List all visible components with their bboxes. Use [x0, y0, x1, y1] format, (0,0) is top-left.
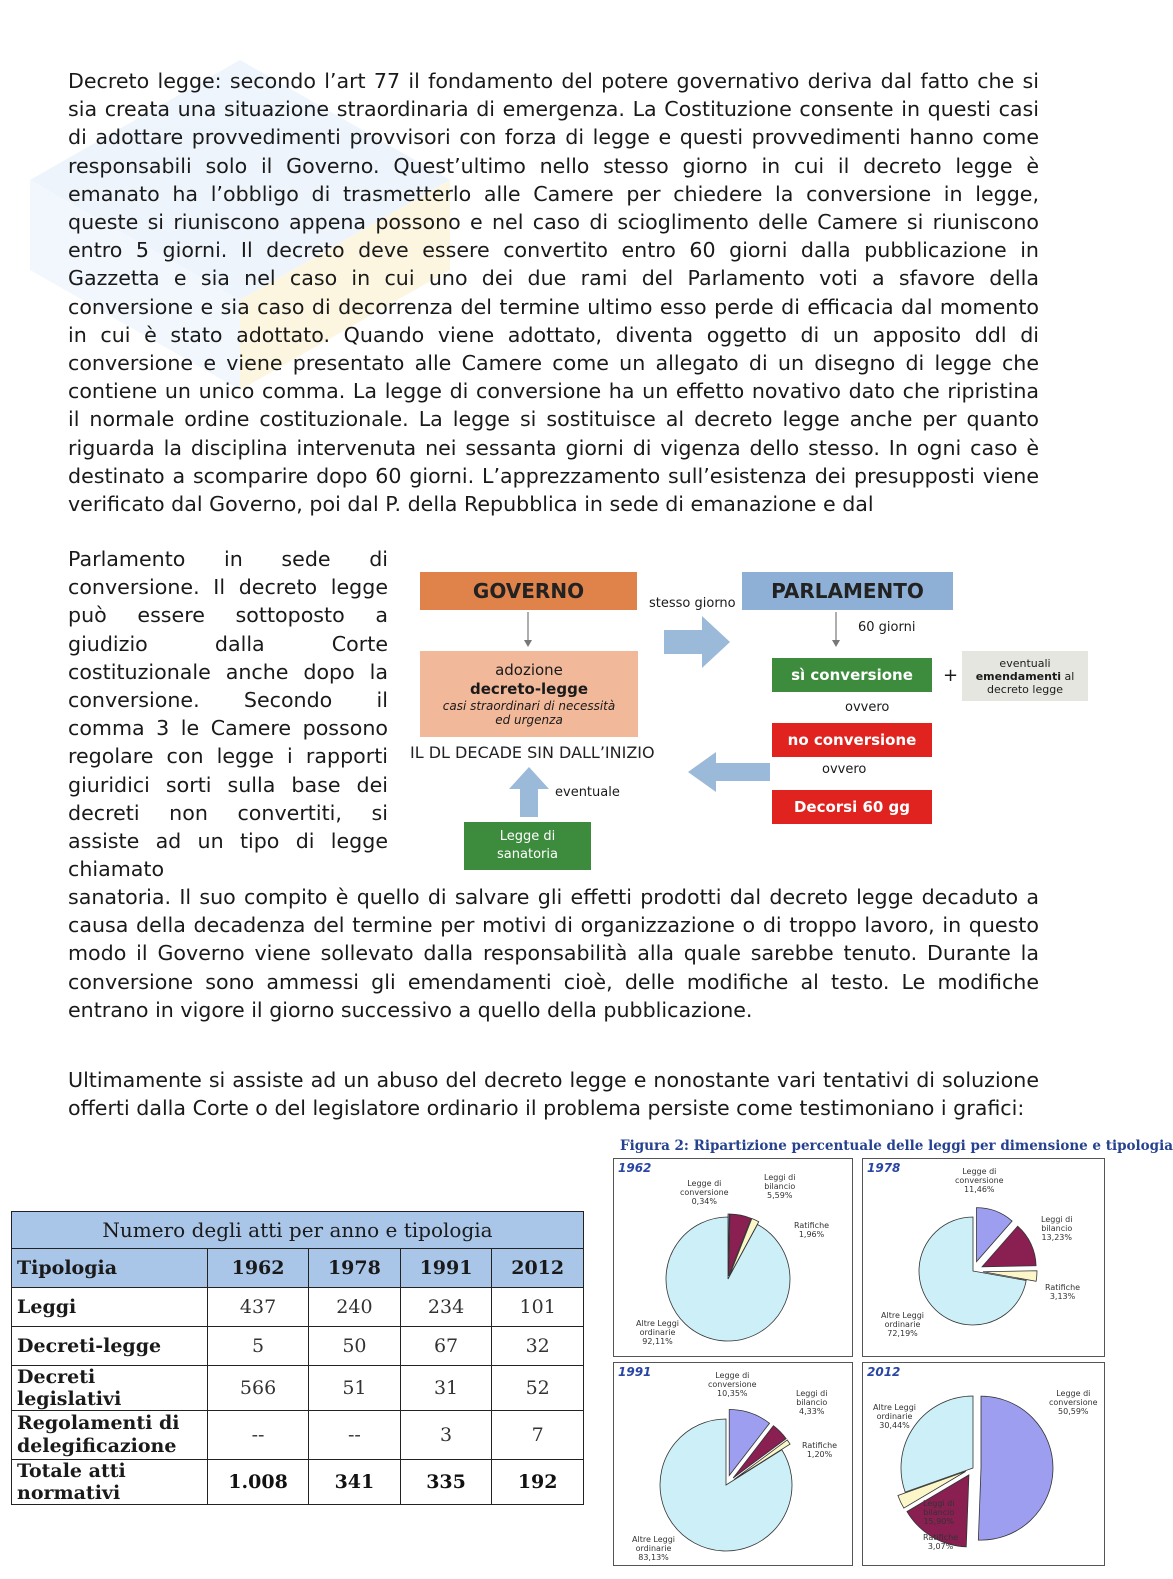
- pie-data-label: Legge di conversione 0,34%: [680, 1179, 729, 1206]
- header-1991: 1991: [400, 1249, 492, 1288]
- paragraph-intro: Decreto legge: secondo l’art 77 il fondamento del potere governativo deriva dal fatto che si sia creata una situazione straordinaria di emergenza. La Costituzione consente in questi casi di adottare provvedimenti provvisori con forza di legge e questi provvedimenti hanno come responsabili solo il Governo. Quest’ultimo nello stesso giorno in cui il decreto legge è emanato ha l’obbligo di trasmetterlo alle Camere per chiedere la conversione in legge, queste si riuniscono appena possono e nel caso di scioglimento delle Camere si riuniscono entro 5 giorni. Il decreto deve essere convertito entro 60 giorni dalla pubblicazione in Gazzetta e sia nel caso in cui uno dei due rami del Parlamento voti a sfavore della conversione e sia caso di decorrenza del termine ultimo esso perde di efficacia dal momento in cui è stato adottato. Quando viene adottato, diventa oggetto di un apposito ddl di conversione e viene presentato alle Camere come un allegato di un disegno di legge che contiene un unico comma. La legge di conversione ha un effetto novativo dato che ripristina il normale ordine costituzionale. La legge si sostituisce al decreto legge anche per quanto riguarda la disciplina intervenuta nei sessanta giorni di vigenza dello stesso. In ogni caso è destinato a scomparire dopo 60 giorni. L’apprezzamento sull’esistenza dei presupposti viene verificato dal Governo, poi dal P. della Repubblica in sede di emanazione e dal: [68, 69, 1039, 517]
- plus-sign: +: [943, 665, 959, 686]
- pie-data-label: Ratifiche 3,13%: [1045, 1283, 1081, 1301]
- pie-panel-1962: [613, 1158, 853, 1357]
- si-conversione-box: sì conversione: [772, 658, 932, 692]
- parlamento-box: PARLAMENTO: [742, 572, 953, 610]
- table-header-row: [12, 1249, 584, 1288]
- governo-box: GOVERNO: [420, 572, 637, 610]
- pie-year-label: 1962: [618, 1161, 652, 1175]
- pie-year-label: 1978: [867, 1161, 901, 1175]
- paragraph-side: Parlamento in sede di conversione. Il decreto legge può essere sottoposto a giudizio dalla Corte costituzionale anche dopo la conversione. Secondo il comma 3 le Camere possono regolare con legge i rapporti giuridici sorti sulla base dei decreti non convertiti, si assiste ad un tipo di legge chiamato: [68, 547, 388, 882]
- paragraph-sanatoria: sanatoria. Il suo compito è quello di salvare gli effetti prodotti dal decreto legge decaduto a causa della decadenza del termine per motivi di organizzazione o di troppo lavoro, in questo modo il Governo viene sollevato dalla responsabilità alla quale sarebbe tenuto. Durante la conversione sono ammessi gli emendamenti cioè, delle modifiche al testo. Le modifiche entrano in vigore il giorno successivo a quello della pubblicazione.: [68, 885, 1039, 1022]
- pie-data-label: Altre Leggi ordinarie 30,44%: [873, 1403, 917, 1430]
- pie-panel-1991: [613, 1362, 853, 1566]
- sanatoria-box: [464, 822, 591, 870]
- casi-label: casi straordinari di necessità: [442, 699, 616, 713]
- ovvero-label-1: ovvero: [845, 700, 890, 715]
- pie-data-label: Legge di conversione 10,35%: [708, 1371, 757, 1398]
- arrow-down-icon-2: [830, 612, 842, 648]
- pie-panel-1978: [862, 1158, 1105, 1357]
- pie-slice-legge-di-conversione: [978, 1396, 1053, 1540]
- table-caption: Numero degli atti per anno e tipologia: [12, 1212, 584, 1249]
- arrow-up-icon: [509, 767, 549, 817]
- pie-data-label: Ratifiche 1,20%: [802, 1441, 838, 1459]
- table-row-total: Totale atti normativi 1.008 341 335 192: [12, 1460, 584, 1505]
- pie-data-label: Legge di conversione 50,59%: [1049, 1389, 1098, 1416]
- urgenza-label: ed urgenza: [495, 713, 563, 727]
- pie-year-label: 2012: [867, 1365, 901, 1379]
- table-row: Decreti legislativi 566 51 31 52: [12, 1366, 584, 1411]
- ovvero-label-2: ovvero: [822, 762, 867, 777]
- header-tipologia: Tipologia: [12, 1249, 208, 1288]
- eventuale-label: eventuale: [555, 785, 620, 800]
- arrow-right-icon: [664, 616, 734, 668]
- chart-title: Figura 2: Ripartizione percentuale delle leggi per dimensione e tipologia: [620, 1138, 1173, 1154]
- dl-decade-label: IL DL DECADE SIN DALL’INIZIO: [410, 743, 655, 762]
- pie-data-label: Legge di conversione 11,46%: [955, 1167, 1004, 1194]
- no-conversione-box: no conversione: [772, 723, 932, 757]
- pie-data-label: Ratifiche 3,07%: [923, 1533, 959, 1551]
- pie-data-label: Leggi di bilancio 5,59%: [764, 1173, 796, 1200]
- emendamenti-word: emendamenti: [975, 669, 1061, 683]
- adozione-label: adozione: [495, 661, 563, 679]
- pie-year-label: 1991: [618, 1365, 652, 1379]
- decreto-legge-label: decreto-legge: [469, 680, 589, 698]
- pie-data-label: Leggi di bilancio 13,23%: [1041, 1215, 1073, 1242]
- arrow-left-icon: [688, 752, 770, 792]
- paragraph-abuso: Ultimamente si assiste ad un abuso del decreto legge e nonostante vari tentativi di soluzione offerti dalla Corte o del legislatore ordinario il problema persiste come testimoniano i grafici:: [68, 1068, 1039, 1121]
- sanatoria-line1: Legge di: [499, 829, 556, 844]
- atti-table: [11, 1211, 584, 1505]
- adozione-box: [420, 651, 638, 737]
- header-1962: 1962: [208, 1249, 309, 1288]
- emendamenti-al: al: [1064, 669, 1075, 683]
- pie-data-label: Altre Leggi ordinarie 83,13%: [632, 1535, 676, 1562]
- arrow-down-icon: [522, 612, 534, 648]
- pie-data-label: Altre Leggi ordinarie 92,11%: [636, 1319, 680, 1346]
- sanatoria-line2: sanatoria: [497, 847, 558, 862]
- pie-data-label: Ratifiche 1,96%: [794, 1221, 830, 1239]
- pie-data-label: Altre Leggi ordinarie 72,19%: [881, 1311, 925, 1338]
- sessanta-giorni-label: 60 giorni: [858, 620, 916, 635]
- table-row: Leggi 437 240 234 101: [12, 1288, 584, 1327]
- pie-data-label: Leggi di bilancio 15,90%: [923, 1499, 955, 1526]
- stesso-giorno-label: stesso giorno: [649, 596, 736, 611]
- emendamenti-box: [962, 651, 1088, 701]
- decorsi-box: Decorsi 60 gg: [772, 790, 932, 824]
- emendamenti-line3: decreto legge: [987, 682, 1063, 696]
- table-row: Decreti-legge 5 50 67 32: [12, 1327, 584, 1366]
- header-1978: 1978: [309, 1249, 401, 1288]
- table-row: Regolamenti di delegificazione -- -- 3 7: [12, 1411, 584, 1460]
- pie-data-label: Leggi di bilancio 4,33%: [796, 1389, 828, 1416]
- emendamenti-line1: eventuali: [999, 656, 1051, 670]
- header-2012: 2012: [492, 1249, 584, 1288]
- pie-panel-2012: [862, 1362, 1105, 1566]
- pie-slice-altre-leggi-ordinarie: [666, 1217, 790, 1341]
